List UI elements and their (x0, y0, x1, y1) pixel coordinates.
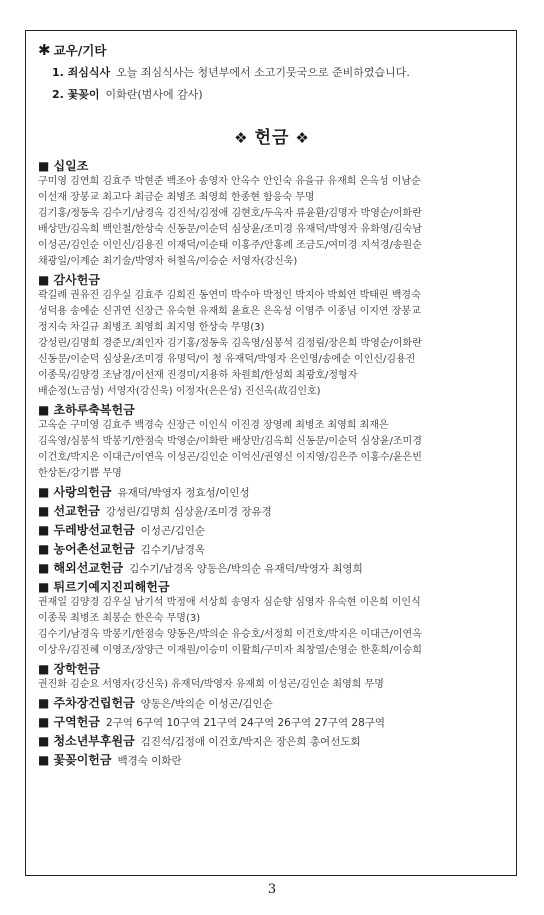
offering-title: ■ 사랑의헌금 (38, 485, 112, 499)
offering-title: ■ 튀르기예지진피해헌금 (38, 580, 170, 594)
offering-title: ■ 십일조 (38, 159, 89, 173)
page-number: 3 (267, 882, 277, 897)
donor-line: 채광일/이계순 최기술/박영자 허철옥/이승순 서영자(강신욱) (38, 256, 298, 267)
offering-donors-inline: 유재덕/박영자 정효성/이인성 (117, 487, 250, 499)
offering-section (38, 272, 506, 400)
donor-line: 김기홍/정동욱 김수기/남경옥 김진석/김정애 김현호/두옥자 류윤환/김명자 박영순/이화란 (38, 208, 422, 219)
offering-heading (38, 484, 506, 501)
offering-donors-inline: 2구역 6구역 10구역 21구역 24구역 26구역 27구역 28구역 (105, 717, 386, 729)
offering-title: ■ 구역헌금 (38, 715, 100, 729)
donor-line: 곽길례 권유진 김우실 김효주 김희진 동연미 박수아 박정인 박지아 박희연 박태린 백경숙 (38, 290, 421, 301)
offering-banner (38, 123, 506, 148)
offering-heading (38, 695, 506, 712)
offering-title: ■ 농어촌선교헌금 (38, 542, 135, 556)
offering-heading (38, 579, 506, 595)
notice-label: 1. 죄심식사 (52, 66, 111, 79)
notice-text: 오늘 죄심식사는 청년부에서 소고기뭇국으로 준비하였습니다. (116, 66, 410, 79)
diamond-icon: ❖ (234, 129, 249, 147)
offering-donors (38, 418, 506, 482)
diamond-icon: ❖ (295, 129, 310, 147)
offering-section (38, 402, 506, 482)
offering-section (38, 560, 506, 577)
donor-line: 한상돈/강기쁨 무명 (38, 468, 122, 479)
offering-heading (38, 272, 506, 288)
donor-line: 김수기/남경옥 박봉기/한점숙 양동은/박의순 유승호/서정희 이건호/박지은 이대근/이연옥 (38, 629, 422, 640)
section-title (38, 41, 506, 59)
offering-title: ■ 감사헌금 (38, 273, 100, 287)
notice-item-lunch (52, 65, 506, 81)
offering-heading (38, 560, 506, 577)
offering-donors-inline: 양동은/박의순 이성곤/김인순 (140, 698, 273, 710)
offering-section (38, 733, 506, 750)
notice-item-flowers (52, 87, 506, 103)
offering-donors-inline: 김수기/남경옥 양동은/박의순 유재덕/박영자 최영희 (129, 563, 363, 575)
notice-text: 이화란(범사에 감사) (105, 88, 203, 101)
donor-line: 권재일 김양경 김우실 남기석 박정애 서상희 송영자 심순향 심영자 유숙현 이은희 이인식 (38, 597, 421, 608)
offering-title: ■ 청소년부후원금 (38, 734, 135, 748)
donor-line: 배상만/김옥희 백인철/한상숙 신동문/이순덕 심상윤/조미경 유재덕/박영자 유화영/김숙남 (38, 224, 422, 235)
offering-donors-inline: 백경숙 이화란 (117, 755, 182, 767)
offering-donors (38, 174, 506, 270)
offering-donors (38, 595, 506, 659)
offering-title: ■ 주차장건립헌금 (38, 696, 135, 710)
donor-line: 이성곤/김인순 이인신/김용진 이재덕/이순태 이홍주/안홍례 조금도/여미경 지석경/송원순 (38, 240, 422, 251)
offering-heading (38, 733, 506, 750)
offering-donors-inline: 김수기/남경옥 (140, 544, 206, 556)
offering-heading (38, 522, 506, 539)
offering-title: ■ 장학헌금 (38, 662, 100, 676)
donor-line: 이건호/박지은 이대근/이연옥 이성곤/김인순 이억신/권영신 이지영/김은주 이홍수/윤은빈 (38, 452, 422, 463)
offering-heading (38, 714, 506, 731)
offering-section (38, 503, 506, 520)
donor-line: 이종묵 최병조 최봉순 한은숙 무명(3) (38, 613, 201, 624)
donor-line: 이종묵/김양경 조남경/이선재 진경미/지용하 차원희/한성희 최광호/정형자 (38, 370, 358, 381)
donor-line: 신동문/이순덕 심상윤/조미경 유명덕/이 청 유재덕/박영자 은인영/송에순 이인신/김용진 (38, 354, 416, 365)
offering-section (38, 158, 506, 270)
asterisk-icon: ✱ (38, 41, 51, 59)
offering-section (38, 541, 506, 558)
offering-heading (38, 402, 506, 418)
donor-line: 정지숙 차길규 최병조 최영희 최지영 한상숙 무명(3) (38, 322, 265, 333)
offering-title: ■ 두레방선교헌금 (38, 523, 135, 537)
offering-section (38, 484, 506, 501)
offering-heading (38, 752, 506, 769)
section-title-text: 교우/기타 (53, 43, 107, 58)
offering-section (38, 695, 506, 712)
offering-heading (38, 158, 506, 174)
offering-donors (38, 288, 506, 400)
offering-section (38, 752, 506, 769)
offering-donors-inline: 이성곤/김인순 (140, 525, 206, 537)
offering-section (38, 579, 506, 659)
offering-heading (38, 503, 506, 520)
donor-line: 성덕용 송에순 신귀연 신장근 유숙현 유재희 윤효은 은옥성 이영주 이종님 이지연 장봉교 (38, 306, 421, 317)
offering-donors (38, 677, 506, 693)
offering-list (38, 158, 506, 769)
offering-donors-inline: 강성린/김명희 심상윤/조미경 장유경 (105, 506, 272, 518)
donor-line: 권진화 김순요 서영자(강신욱) 유재덕/박영자 유재희 이성곤/김인순 최영희 무명 (38, 679, 384, 690)
donor-line: 김옥영/심봉석 박봉기/한점숙 박영순/이화란 배상만/김옥희 신동문/이순덕 심상윤/조미경 (38, 436, 422, 447)
donor-line: 이상우/김진혜 이영조/장양근 이재원/이승미 이활희/구미자 최창열/손영순 한훈희/이승희 (38, 645, 422, 656)
offering-heading (38, 661, 506, 677)
donor-line: 고옥순 구미영 김효주 백경숙 신장근 이인식 이진경 장영례 최병조 최영희 최재은 (38, 420, 389, 431)
offering-heading (38, 541, 506, 558)
offering-title: ■ 꽃꽂이헌금 (38, 753, 112, 767)
offering-donors-inline: 김진석/김정애 이건호/박지은 장은희 총여선도회 (140, 736, 361, 748)
offering-section (38, 714, 506, 731)
donor-line: 구미영 김연희 김효주 박현준 백조아 송영자 안옥수 안인숙 유을규 유재희 은옥성 이남순 (38, 176, 421, 187)
offering-section (38, 661, 506, 693)
donor-line: 강성린/김명희 경준모/최인자 김기홍/정동욱 김옥영/심봉석 김정림/장은희 박영순/이화란 (38, 338, 422, 349)
bulletin-page-frame (25, 30, 517, 876)
banner-title: 헌금 (254, 128, 290, 148)
offering-title: ■ 해외선교헌금 (38, 561, 124, 575)
offering-section (38, 522, 506, 539)
donor-line: 이선재 장봉교 최고다 최금순 최병조 최영희 한종현 함응숙 무명 (38, 192, 315, 203)
offering-title: ■ 선교헌금 (38, 504, 100, 518)
notice-label: 2. 꽃꽂이 (52, 88, 100, 101)
donor-line: 배순정(노금성) 서영자(강신욱) 이정자(은은성) 진신옥(故김인호) (38, 386, 321, 397)
offering-title: ■ 초하루축복헌금 (38, 403, 135, 417)
